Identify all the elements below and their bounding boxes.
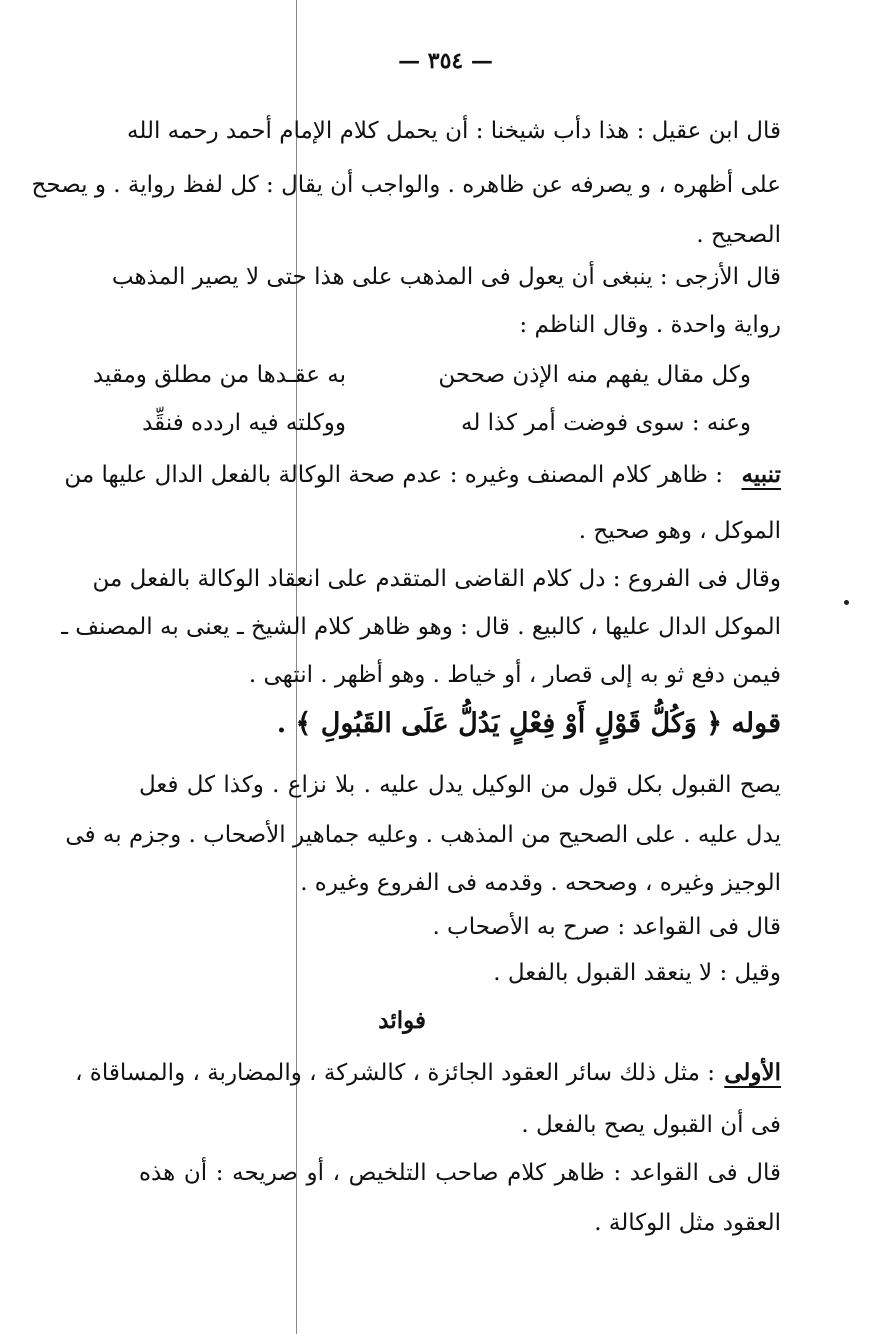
- poem-hemistich: به عقـدها من مطلق ومقيد: [92, 362, 346, 388]
- text-line: الصحيح .: [696, 222, 781, 248]
- text-line: قال فى القواعد : صرح به الأصحاب .: [432, 914, 781, 940]
- section-heading: قوله ﴿ وَكُلُّ قَوْلٍ أَوْ فِعْلٍ يَدُلُّ عَلَى القَبُولِ ﴾ .: [276, 708, 781, 739]
- text-line: قال ابن عقيل : هذا دأب شيخنا : أن يحمل كلام الإمام أحمد رحمه الله: [127, 118, 781, 144]
- text-line: رواية واحدة . وقال الناظم :: [519, 312, 781, 338]
- text-line: : ظاهر كلام المصنف وغيره : عدم صحة الوكالة بالفعل الدال عليها من: [64, 462, 723, 488]
- text-line: قال فى القواعد : ظاهر كلام صاحب التلخيص ، أو صريحه : أن هذه: [139, 1160, 781, 1186]
- note-heading: الأولى: [724, 1059, 781, 1086]
- note-heading: تنبيه: [741, 461, 781, 488]
- text-line: قال الأزجى : ينبغى أن يعول فى المذهب على هذا حتى لا يصير المذهب: [111, 264, 781, 290]
- text-line: يصح القبول بكل قول من الوكيل يدل عليه . بلا نزاع . وكذا كل فعل: [139, 772, 781, 798]
- text-line: الموكل الدال عليها ، كالبيع . قال : وهو ظاهر كلام الشيخ ـ يعنى به المصنف ـ: [61, 614, 781, 640]
- text-line: وقال فى الفروع : دل كلام القاضى المتقدم على انعقاد الوكالة بالفعل من: [92, 566, 781, 592]
- text-line: فيمن دفع ثو به إلى قصار ، أو خياط . وهو أظهر . انتهى .: [248, 662, 781, 688]
- poem-hemistich: وكل مقال يفهم منه الإذن صححن: [438, 362, 751, 388]
- subsection-heading: فوائد: [378, 1007, 426, 1034]
- poem-hemistich: وعنه : سوى فوضت أمر كذا له: [460, 410, 751, 436]
- page-number: — ٣٥٤ —: [398, 48, 493, 74]
- text-line: يدل عليه . على الصحيح من المذهب . وعليه جماهير الأصحاب . وجزم به فى: [65, 822, 781, 848]
- ink-speck: [844, 600, 849, 605]
- text-line: فى أن القبول يصح بالفعل .: [521, 1112, 781, 1138]
- text-line: الوجيز وغيره ، وصححه . وقدمه فى الفروع وغيره .: [300, 870, 781, 896]
- text-line: العقود مثل الوكالة .: [594, 1210, 781, 1236]
- text-line: على أظهره ، و يصرفه عن ظاهره . والواجب أن يقال : كل لفظ رواية . و يصحح: [31, 172, 781, 198]
- text-line: الموكل ، وهو صحيح .: [578, 518, 781, 544]
- text-line: : مثل ذلك سائر العقود الجائزة ، كالشركة ، والمضاربة ، والمساقاة ،: [75, 1060, 715, 1086]
- text-line: وقيل : لا ينعقد القبول بالفعل .: [493, 960, 781, 986]
- poem-hemistich: ووكلته فيه اردده فنقِّد: [142, 410, 346, 436]
